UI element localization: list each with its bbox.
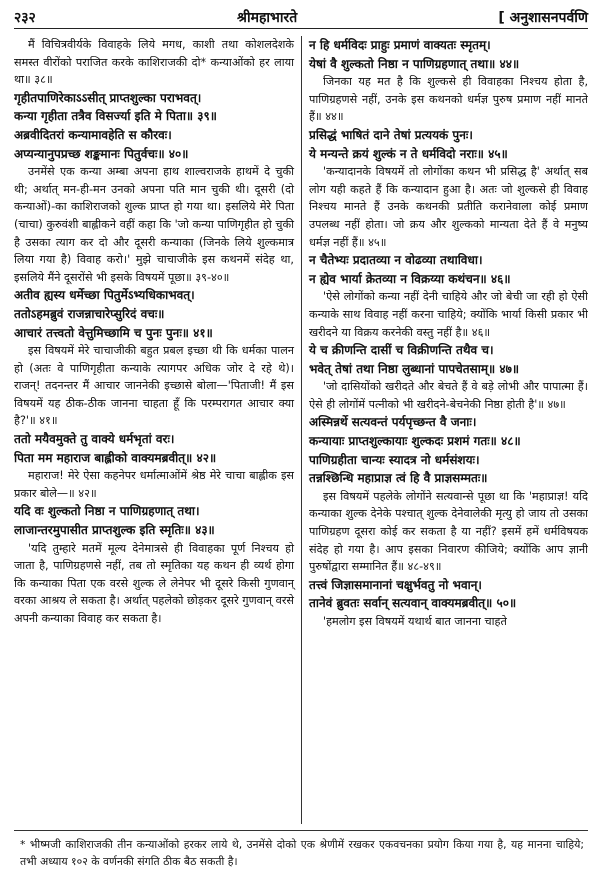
verse-line: तत्त्वं जिज्ञासमानानां चक्षुर्भवतु नो भवान्।	[309, 577, 482, 592]
verse-line: प्रसिद्धं भाषितं दाने तेषां प्रत्ययकं पुनः।	[309, 127, 473, 142]
verse-line: भवेत् तेषां तथा निष्ठा लुब्धानां पापचेतसाम्॥ ४७॥	[309, 361, 520, 376]
translation-paragraph: 'हमलोग इस विषयमें यथार्थ बात जानना चाहते	[323, 615, 507, 628]
verse-line: ये मन्यन्ते क्रयं शुल्कं न ते धर्मविदो नराः॥ ४५॥	[309, 146, 508, 161]
translation-paragraph: जिनका यह मत है कि शुल्कसे ही विवाहका निश्चय होता है, पाणिग्रहणसे नहीं, उनके इस कथनको धर्मज्ञ पुरुष प्रमाण नहीं मानते हैं॥ ४४॥	[309, 75, 588, 124]
verse-line: तानेवं ब्रुवतः सर्वान् सत्यवान् वाक्यमब्रवीत्॥ ५०॥	[309, 596, 517, 611]
verse-line: न चैतेभ्यः प्रदातव्या न वोढव्या तथाविधा।	[309, 253, 483, 268]
verse-line: ये च क्रीणन्ति दासीं च विक्रीणन्ति तथैव च।	[309, 343, 494, 358]
verse-line: कन्यायाः प्राप्तशुल्कायाः शुल्कदः प्रशमं गतः॥ ४८॥	[309, 434, 521, 449]
translation-paragraph: इस विषयमें मेरे चाचाजीकी बहुत प्रबल इच्छा थी कि धर्मका पालन हो (अतः वे पाणिगृहीता कन्याके त्यागपर अधिक जोर दे रहे थे)। राजन्! तदनन्तर मैं आचार जाननेकी इच्छासे बोला—'पिताजी! मैं इस विषयमें यह ठीक-ठीक जानना चाहता हूँ कि परम्परागत आचार क्या है?'॥ ४१॥	[14, 344, 294, 428]
verse-line: अप्यन्यानुपप्रच्छ शङ्कमानः पितुर्वचः॥ ४०॥	[14, 146, 189, 161]
left-column	[14, 36, 301, 824]
verse-line: आचारं तत्त्वतो वेत्तुमिच्छामि च पुनः पुनः॥ ४१॥	[14, 325, 213, 340]
verse-line: लाजान्तरमुपासीत प्राप्तशुल्क इति स्मृतिः॥ ४३॥	[14, 523, 215, 538]
page-number: २३२	[14, 9, 36, 26]
verse-line: ततो मयैवमुक्ते तु वाक्ये धर्मभृतां वरः।	[14, 432, 175, 447]
verse-line: तन्नश्छिन्धि महाप्राज्ञ त्वं हि वै प्राज्ञसम्मतः॥	[309, 471, 488, 486]
text-columns	[14, 36, 588, 824]
verse-line: यदि वः शुल्कतो निष्ठा न पाणिग्रहणात् तथा।	[14, 504, 200, 519]
footnote: * भीष्मजी काशिराजकी तीन कन्याओंको हरकर लाये थे, उनमेंसे दोको एक श्रेणीमें रखकर एकवचनका प्रयोग किया गया है, यह मानना चाहिये; तभी अध्याय १०२ के वर्णनकी संगति ठीक बैठ सकती है।	[20, 838, 584, 868]
footnote-divider	[14, 830, 588, 831]
section-title: [ अनुशासनपर्वणि	[498, 9, 588, 26]
right-column	[301, 36, 588, 824]
verse-line: कन्या गृहीता तत्रैव विसर्ज्या इति मे पिता॥ ३९॥	[14, 109, 217, 124]
translation-paragraph: 'कन्यादानके विषयमें तो लोगोंका कथन भी प्रसिद्ध है' अर्थात् सब लोग यही कहते हैं कि कन्यादान हुआ है। अतः जो शुल्कसे ही विवाह निश्चय मानते हैं उनके कथनकी प्रतीति करानेवाला कोई प्रमाण उपलब्ध नहीं होता। जो क्रय और शुल्कको मान्यता देते हैं वे मनुष्य धर्मज्ञ नहीं हैं॥ ४५॥	[309, 165, 588, 249]
verse-line: अस्मिन्नर्थे सत्यवन्तं पर्यपृच्छन्त वै जनाः।	[309, 415, 477, 430]
translation-paragraph: मैं विचित्रवीर्यके विवाहके लिये मगध, काशी तथा कोशलदेशके समस्त वीरोंको पराजित करके काशिराजकी दो* कन्याओंको हर लाया था॥ ३८॥	[14, 38, 294, 87]
verse-line: पिता मम महाराज बाह्लीको वाक्यमब्रवीत्॥ ४२॥	[14, 450, 217, 465]
translation-paragraph: 'ऐसे लोगोंको कन्या नहीं देनी चाहिये और जो बेची जा रही हो ऐसी कन्याके साथ विवाह नहीं करना चाहिये; क्योंकि भार्या किसी प्रकार भी खरीदने या विक्रय करनेकी वस्तु नहीं है॥ ४६॥	[309, 290, 588, 339]
verse-line: गृहीतपाणिरेकाऽऽसीत् प्राप्तशुल्का पराभवत्।	[14, 90, 202, 105]
translation-paragraph: इस विषयमें पहलेके लोगोंने सत्यवान्से पूछा था कि 'महाप्राज्ञ! यदि कन्याका शुल्क देनेके पश्चात् शुल्क देनेवालेकी मृत्यु हो जाय तो उसका पाणिग्रहण दूसरा कोई कर सकता है या नहीं? इसमें हमें धर्मविषयक संदेह हो गया है। आप इसका निवारण कीजिये; क्योंकि आप ज्ञानी पुरुषोंद्वारा सम्मानित हैं॥ ४८-४९॥	[309, 489, 588, 574]
translation-paragraph: उनमेंसे एक कन्या अम्बा अपना हाथ शाल्वराजके हाथमें दे चुकी थी; अर्थात् मन-ही-मन उनको अपना पति मान चुकी थी। दूसरी (दो कन्याओं)-का काशिराजको शुल्क प्राप्त हो गया था। इसलिये मेरे पिता (चाचा) कुरुवंशी बाह्लीकने वहीं कहा कि 'जो कन्या पाणिगृहीत हो चुकी है उसका त्याग कर दो और दूसरी कन्याका (जिनके लिये शुल्कमात्र लिया गया है) विवाह करो।' मुझे चाचाजीके इस कथनमें संदेह था, इसलिये मैंने दूसरोंसे भी इसके विषयमें पूछा॥ ३९-४०॥	[14, 165, 294, 284]
translation-paragraph: 'जो दासियोंको खरीदते और बेचते हैं वे बड़े लोभी और पापात्मा हैं। ऐसे ही लोगोंमें पत्नीको भी खरीदने-बेचनेकी निष्ठा होती है'॥ ४७॥	[309, 380, 588, 411]
verse-line: अब्रवीदितरां कन्यामावहेति स कौरवः।	[14, 127, 172, 142]
translation-paragraph: 'यदि तुम्हारे मतमें मूल्य देनेमात्रसे ही विवाहका पूर्ण निश्चय हो जाता है, पाणिग्रहणसे नहीं, तब तो स्मृतिका यह कथन ही व्यर्थ होगा कि कन्याका पिता एक वरसे शुल्क ले लेनेपर भी दूसरे किसी गुणवान् वरका आश्रय ले सकता है। अर्थात् पहलेको छोड़कर दूसरे गुणवान् वरसे अपनी कन्याका विवाह कर सकता है।	[14, 541, 294, 625]
verse-line: अतीव ह्यस्य धर्मेच्छा पितुर्मेऽभ्यधिकाभवत्।	[14, 288, 195, 303]
verse-line: पाणिग्रहीता चान्यः स्यादत्र नो धर्मसंशयः।	[309, 452, 480, 467]
verse-line: न हि धर्मविदः प्राहुः प्रमाणं वाक्यतः स्मृतम्।	[309, 38, 491, 52]
verse-line: ततोऽहमब्रुवं राजन्नाचारेप्सुरिदं वचः॥	[14, 306, 165, 321]
verse-line: येषां वै शुल्कतो निष्ठा न पाणिग्रहणात् तथा॥ ४४॥	[309, 56, 520, 71]
verse-line: न ह्येव भार्या क्रेतव्या न विक्रय्या कथंचन॥ ४६॥	[309, 271, 511, 286]
page-header	[14, 6, 588, 29]
translation-paragraph: महाराज! मेरे ऐसा कहनेपर धर्मात्माओंमें श्रेष्ठ मेरे चाचा बाह्लीक इस प्रकार बोले—॥ ४२॥	[14, 469, 294, 500]
running-title: श्रीमहाभारते	[237, 9, 298, 26]
